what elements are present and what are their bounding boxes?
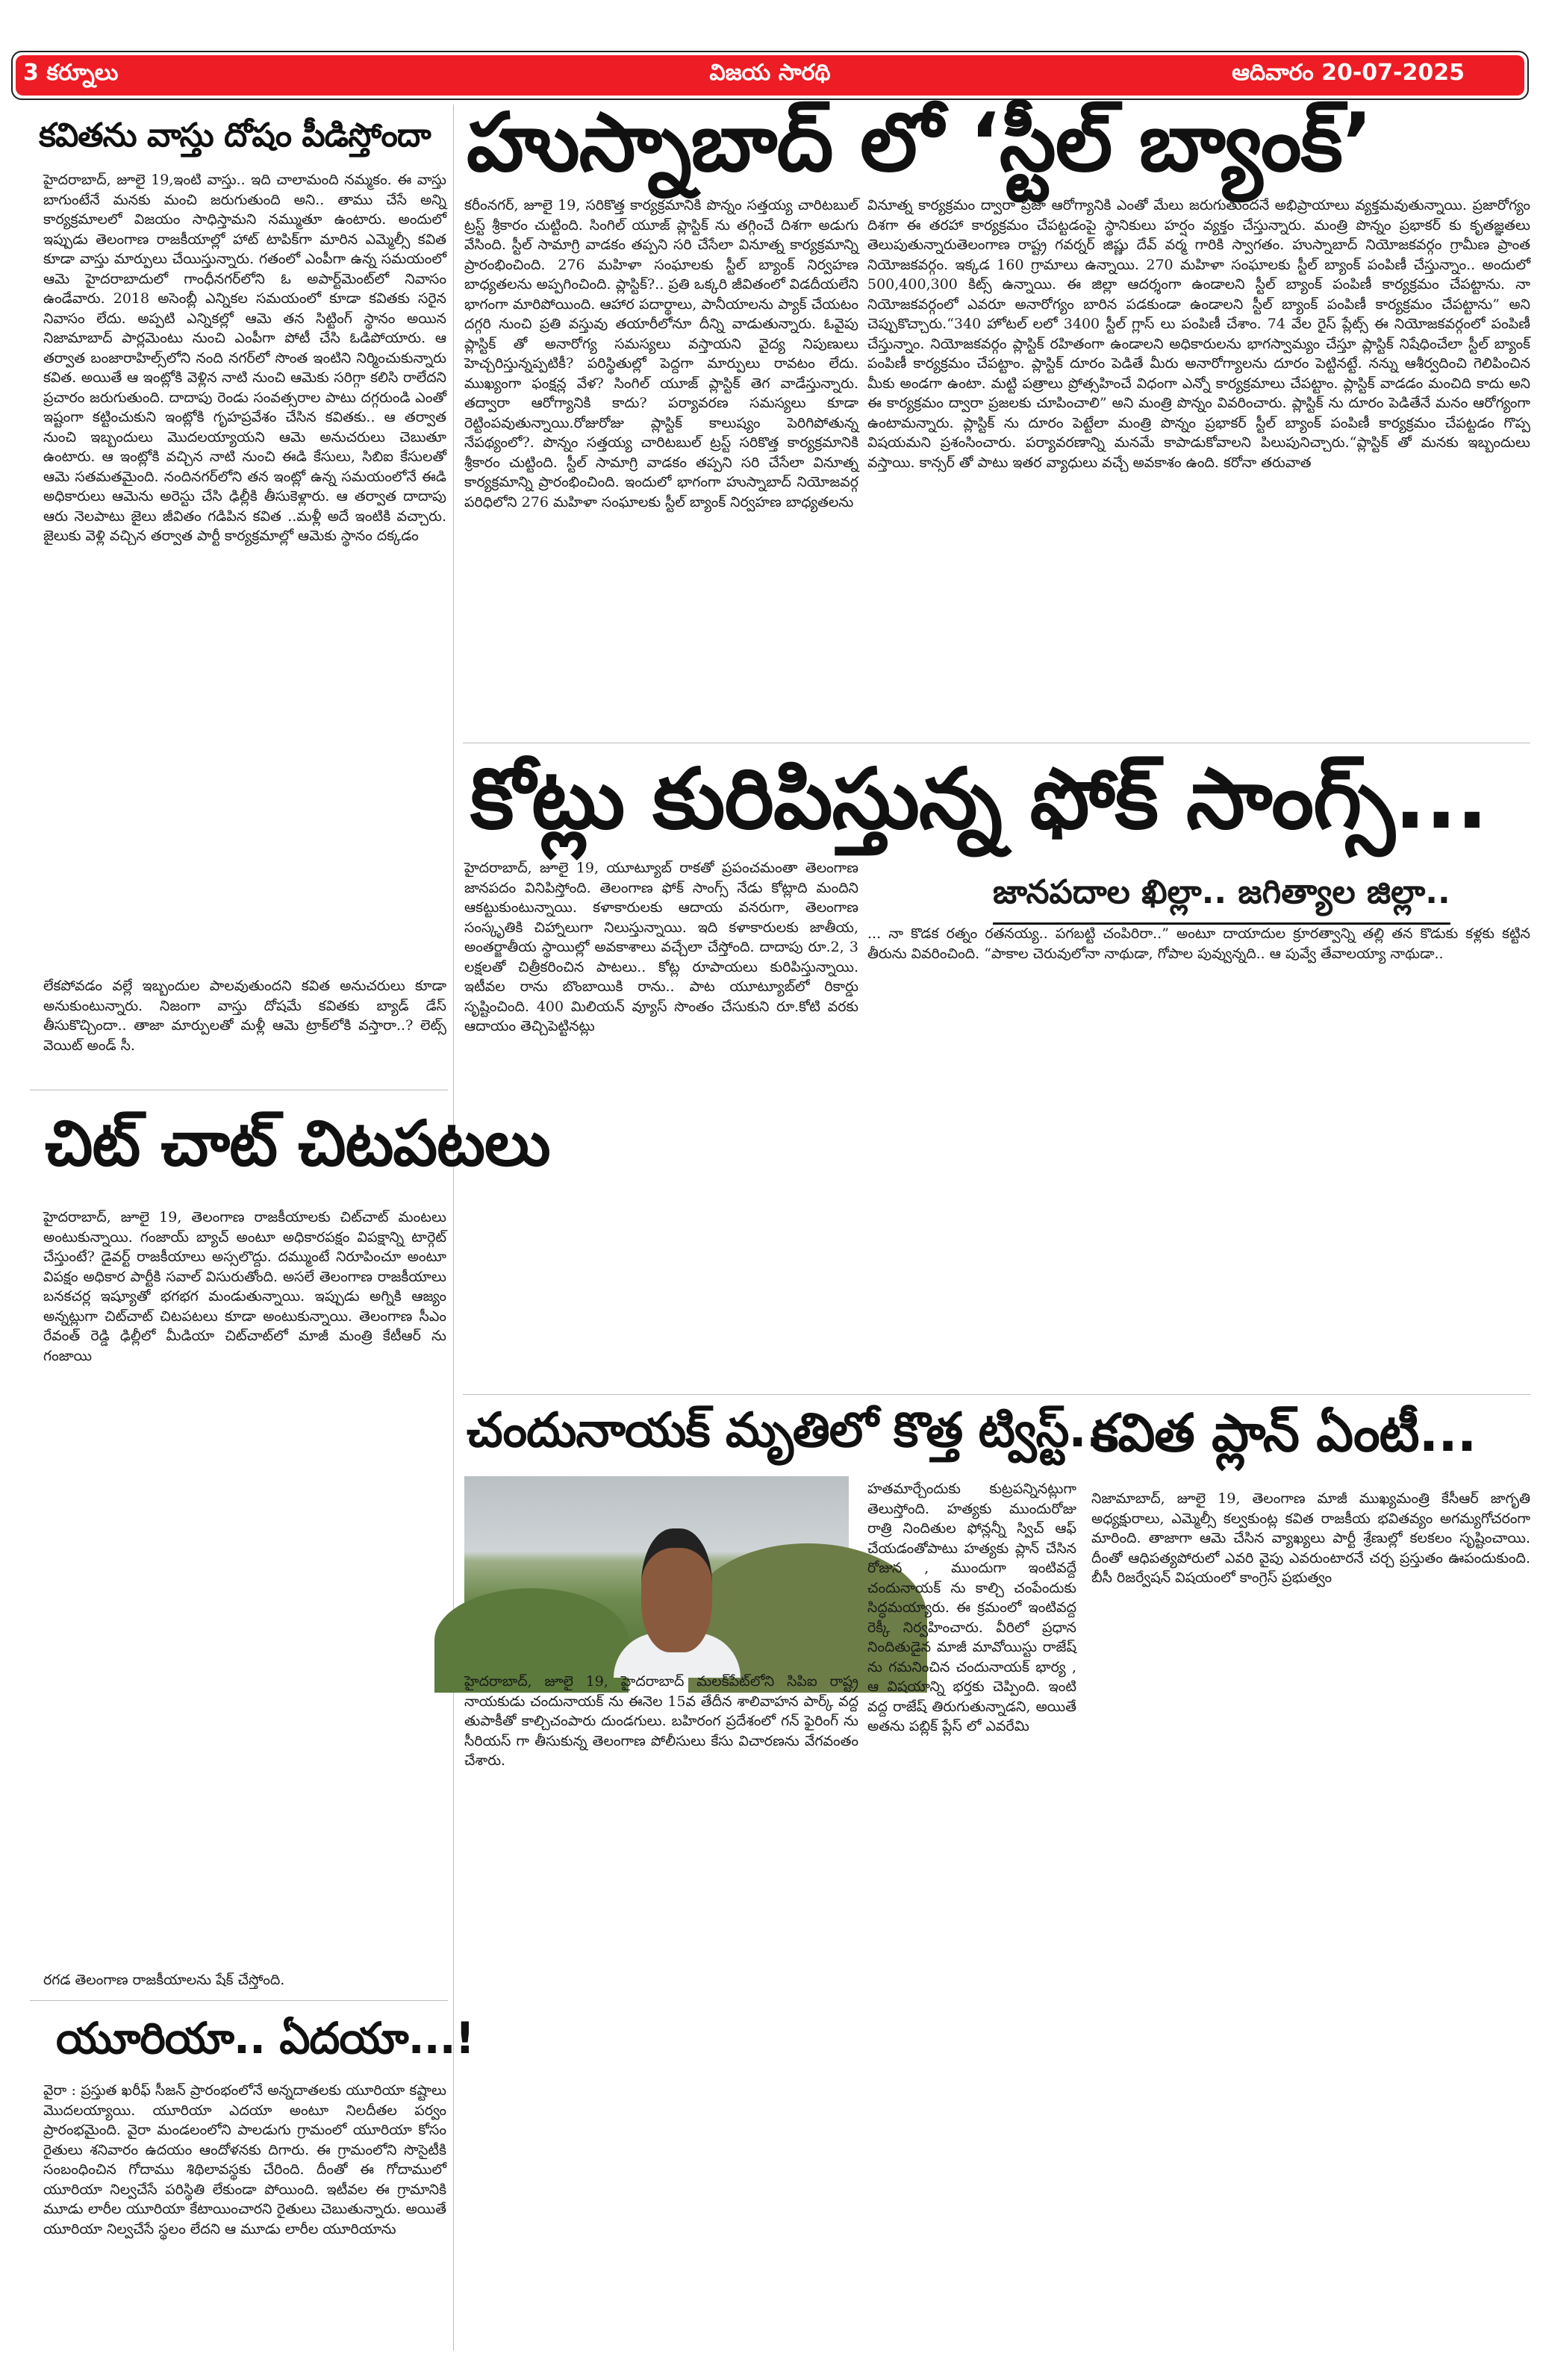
paragraph: ... నా కొడక రత్నం రతనయ్య.. పగబట్టి చంపిరిరా..” అంటూ దాయాదుల క్రూరత్వాన్ని తల్లి తన కొడుకు కళ్లకు కట్టిన తీరును వివరించింది. “పాకాల చెరువులోనా నాథుడా, గోపాల పువ్వున్నది.. ఆ పువ్వే తేవాలయ్యా నాథుడా.. bbox=[867, 925, 1530, 962]
article-body bbox=[1091, 1489, 1530, 2355]
masthead bbox=[11, 51, 1529, 100]
photo-face bbox=[641, 1528, 712, 1652]
article-body-left bbox=[464, 1672, 858, 2351]
issue-date: ఆదివారం 20-07-2025 bbox=[1232, 60, 1465, 86]
paragraph: లేకపోవడం వల్లే ఇబ్బందుల పాలవుతుందని కవిత అనుచరులు కూడా అనుకుంటున్నారు. నిజంగా వాస్తు దోషమే కవితకు బ్యాడ్ డేస్ తీసుకొచ్చిందా.. తాజా మార్పులతో మళ్లీ ఆమె ట్రాక్‌లోకి వస్తారా..? లెట్స్ వెయిట్ అండ్ సీ. bbox=[43, 978, 446, 1054]
paragraph: వైరా : ప్రస్తుత ఖరీఫ్ సీజన్ ప్రారంభంలోనే అన్నదాతలకు యూరియా కష్టాలు మొదలయ్యాయి. యూరియా ఎదయా అంటూ నిలదీతల పర్వం ప్రారంభమైంది. వైరా మండలంలోని పాలడుగు గ్రామంలో యూరియా కోసం రైతులు శనివారం ఉదయం ఆందోళనకు దిగారు. ఈ గ్రామంలోని సొసైటీకి సంబంధించిన గోదాము శిథిలావస్థకు చేరింది. దీంతో ఈ గోదాములో యూరియా నిల్వచేసే పరిస్థితి లేకుండా పోయింది. ఇటీవల ఈ గ్రామానికి మూడు లారీల యూరియా కేటాయించారని రైతులు చెబుతున్నారు. అయితే యూరియా నిల్వచేసే స్థలం లేదని ఆ మూడు లారీల యూరియాను bbox=[43, 2082, 446, 2237]
paragraph: హతమార్చేందుకు కుట్రపన్నినట్లుగా తెలుస్తోంది. హత్యకు ముందురోజు రాత్రి నిందితుల ఫోన్లన్నీ స్విచ్ ఆఫ్ చేయడంతోపాటు హత్యకు ప్లాన్ చేసిన రోజున , ముందుగా ఇంటివద్దే చందునాయక్ ను కాల్చి చంపేందుకు సిద్ధమయ్యారు. ఈ క్రమంలో ఇంటివద్ద రెక్కీ నిర్వహించారు. వీరిలో ప్రధాన నిందితుడైన మాజీ మావోయిస్టు రాజేష్ ను గమనించిన చందునాయక్ భార్య , ఆ విషయాన్ని భర్తకు చెప్పింది. ఇంటి వద్ద రాజేష్ తిరుగుతున్నాడని, అయితే అతను పబ్లిక్ ప్లేస్ లో ఎవరేమి bbox=[867, 1481, 1076, 1734]
paragraph: హైదరాబాద్, జూలై 19, యూట్యూబ్ రాకతో ప్రపంచమంతా తెలంగాణ జానపదం వినిపిస్తోంది. తెలంగాణ ఫోక్ సాంగ్స్ నేడు కోట్లాది మందిని ఆకట్టుకుంటున్నాయి. కళాకారులకు ఆదాయ వనరుగా, తెలంగాణ సంస్కృతికి చిహ్నాలుగా నిలుస్తున్నాయి. ఇది కళాకారులకు జాతీయ, అంతర్జాతీయ స్థాయిల్లో అవకాశాలు వచ్చేలా చేస్తోంది. దాదాపు రూ.2, 3 లక్షలతో చిత్రీకరించిన పాటలు.. కోట్ల రూపాయలు కురిపిస్తున్నాయి. ఇటీవల రాను బొంబాయికి రాను.. పాట యూట్యూబ్‌లో రికార్డు సృష్టించింది. 400 మిలియన్ వ్యూస్ సొంతం చేసుకుని రూ.కోటి వరకు ఆదాయం తెచ్చిపెట్టినట్లు bbox=[464, 860, 858, 1034]
article-body-right bbox=[867, 1479, 1076, 2352]
article-body-right bbox=[867, 196, 1530, 733]
article-body-end bbox=[43, 1970, 446, 1993]
section-divider bbox=[30, 2000, 448, 2001]
article-body bbox=[43, 170, 446, 1051]
paragraph: వినూత్న కార్యక్రమం ద్వారా ప్రజా ఆరోగ్యానికి ఎంతో మేలు జరుగుతుందనే అభిప్రాయాలు వ్యక్తమవుతున్నాయి. ప్రజారోగ్యం దిశగా ఈ తరహా కార్యక్రమం చేపట్టడంపై స్థానికులు హర్షం వ్యక్తం చేస్తున్నారు. మంత్రి పొన్నం ప్రభాకర్ కు కృతజ్ఞతలు తెలుపుతున్నారుతెలంగాణ రాష్ట్ర గవర్నర్ జిష్ణు దేవ్ వర్మ గారికి స్వాగతం. హుస్నాబాద్ నియోజకవర్గం గ్రామీణ ప్రాంత నియోజకవర్గం. ఇక్కడ 160 గ్రామాలు ఉన్నాయి. 270 మహిళా సంఘాలకు స్టీల్ బ్యాంక్ పంపిణీ చేస్తున్నాం.. అందులో 500,400,300 కిట్స్ ఉన్నాయి. ఈ జిల్లా ఆదర్శంగా ఉండాలని స్టీల్ బ్యాంక్ పంపిణీ కార్యక్రమం చేపట్టాను. నా నియోజకవర్గంలో ఎవరూ అనారోగ్యం బారిన పడకుండా ఉండాలని స్టీల్ బ్యాంక్ పంపిణీ కార్యక్రమం చేపట్టాను” అని చెప్పుకొచ్చారు.“340 హోటల్ లలో 3400 స్టీల్ గ్లాస్ లు పంపిణీ చేశాం. 74 వేల రైస్ ప్లేట్స్ ఈ నియోజకవర్గంలో పంపిణీ చేస్తున్నాం. నియోజకవర్గం ప్లాస్టిక్ రహితంగా ఉండాలని అధికారులను భాగస్వామ్యం చేస్తూ ప్లాస్టిక్ నిషేధించేలా స్టీల్ బ్యాంక్ పంపిణీ కార్యక్రమం చేపట్టాం. ప్లాస్టిక్ దూరం పెడితే మీరు అనారోగ్యాలను దూరం పెట్టినట్టే. నన్ను ఆశీర్వదించి గెలిపించిన మీకు అండగా ఉంటా. మట్టి పత్రాలు ప్రోత్సహించే విధంగా ఎన్నో కార్యక్రమాలు చేపట్టాం. ప్లాస్టిక్ వాడడం మంచిది కాదు అని ఈ కార్యక్రమం ద్వారా ప్రజలకు చూపించాలి” అని మంత్రి పొన్నం వివరించారు. ప్లాస్టిక్ ను దూరం పెడితేనే మనం ఆరోగ్యంగా ఉంటామన్నారు. ప్లాస్టిక్ ను దూరం పెట్టేలా మంత్రి పొన్నం ప్రభాకర్ స్టీల్ బ్యాంక్ పంపిణీ కార్యక్రమం చేపట్టడం గొప్ప విషయమని ప్రశంసించారు. పర్యావరణాన్ని మనమే కాపాడుకోవాలని పిలుపునిచ్చారు.“ప్లాస్టిక్ తో మనకు ఇబ్బందులు వస్తాయి. కాన్సర్ తో పాటు ఇతర వ్యాధులు వచ్చే అవకాశం ఉంది. కరోనా తరువాత bbox=[867, 197, 1530, 471]
paragraph: హైదరాబాద్, జూలై 19, తెలంగాణ రాజకీయాలకు చిట్‌చాట్ మంటలు అంటుకున్నాయి. గంజాయ్ బ్యాచ్ అంటూ అధికారపక్షం విపక్షాన్ని టార్గెట్ చేస్తుంటే? డైవర్ట్ రాజకీయాలు అస్సలొద్దు. దమ్ముంటే నిరూపించూ అంటూ విపక్షం అధికార పార్టీకి సవాల్ విసురుతోంది. అసలే తెలంగాణ రాజకీయాలు బనకచర్ల ఇష్యూతో భగభగ మండుతున్నాయి. ఇప్పుడు అగ్నికి ఆజ్యం అన్నట్లుగా చిట్‌చాట్ చిటపటలు కూడా అంటుకున్నాయి. తెలంగాణ సీఎం రేవంత్ రెడ్డి ఢిల్లీలో మీడియా చిట్‌చాట్‌లో మాజీ మంత్రి కేటీఆర్ ను గంజాయి bbox=[43, 1209, 446, 1364]
paragraph: హైదరాబాద్, జూలై 19, హైదరాబాద్ మలక్‌పేట్‌లోని సిపిఐ రాష్ట్ర నాయకుడు చందునాయక్ ను ఈనెల 15వ తేదీన శాలివాహన పార్క్ వద్ద తుపాకీతో కాల్చిచంపారు దుండగులు. బహిరంగ ప్రదేశంలో గన్ ఫైరింగ్ ను సీరియస్ గా తీసుకున్న తెలంగాణ పోలీసులు కేసు విచారణను వేగవంతం చేశారు. bbox=[464, 1673, 858, 1769]
paragraph: నిజామాబాద్, జూలై 19, తెలంగాణ మాజీ ముఖ్యమంత్రి కేసీఆర్ జాగృతి అధ్యక్షురాలు, ఎమ్మెల్సీ కల్వకుంట్ల కవిత రాజకీయ భవితవ్యం అగమ్యగోచరంగా మారింది. తాజాగా ఆమె చేసిన వ్యాఖ్యలు పార్టీ శ్రేణుల్లో కలకలం సృష్టించాయి. దీంతో ఆధిపత్యపోరులో ఎవరి వైపు ఎవరుంటారనే చర్చ ప్రస్తుతం ఊపందుకుంది. బీసీ రిజర్వేషన్ విషయంలో కాంగ్రెస్ ప్రభుత్వం bbox=[1091, 1490, 1530, 1586]
article-headline: కవితను వాస్తు దోషం పీడిస్తోందా bbox=[39, 116, 431, 154]
section-divider bbox=[463, 1394, 1530, 1395]
article-headline: చిట్ చాట్ చిటపటలు bbox=[45, 1107, 550, 1180]
paragraph: కరీంనగర్, జూలై 19, సరికొత్త కార్యక్రమానికి పొన్నం సత్తయ్య చారిటబుల్ ట్రస్ట్ శ్రీకారం చుట్టింది. సింగిల్ యూజ్ ప్లాస్టిక్ ను తగ్గించే దిశగా అడుగు వేసింది. స్టీల్ సామాగ్రి వాడకం తప్పని సరి చేసేలా వినూత్న కార్యక్రమాన్ని ప్రారంభించింది. 276 మహిళా సంఘాలకు స్టీల్ బ్యాంక్ నిర్వహణ బాధ్యతలను అప్పగించింది. ప్లాస్టిక్?.. ప్రతి ఒక్కరి జీవితంలో విడదీయలేని భాగంగా మారిపోయింది. ఆహార పదార్థాలు, పానీయాలను ప్యాక్ చేయటం దగ్గరి నుంచి ప్రతి వస్తువు తయారీలోనూ దీన్ని వాడుతున్నారు. ఓవైపు ప్లాస్టిక్ తో అనారోగ్య సమస్యలు వస్తాయని వైద్య నిపుణులు హెచ్చరిస్తున్నప్పటికీ? పరిస్థితుల్లో పెద్దగా మార్పులు రావటం లేదు. ముఖ్యంగా ఫంక్షన్ల వేళ? సింగిల్ యూజ్ ప్లాస్టిక్ తెగ వాడేస్తున్నారు. తద్వారా ఆరోగ్యానికి కాదు? పర్యావరణ సమస్యలు కూడా రెట్టింపవుతున్నాయి.రోజురోజు ప్లాస్టిక్ కాలుష్యం పెరిగిపోతున్న నేపథ్యంలో?. పొన్నం సత్తయ్య చారిటబుల్ ట్రస్ట్ సరికొత్త కార్యక్రమానికి శ్రీకారం చుట్టింది. స్టీల్ సామాగ్రి వాడకం తప్పని సరి చేసేలా వినూత్న కార్యక్రమాన్ని ప్రారంభించింది. ఇందులో భాగంగా హుస్నాబాద్ నియోజవర్గ పరిధిలోని 276 మహిళా సంఘాలకు స్టీల్ బ్యాంక్ నిర్వహణ బాధ్యతలను bbox=[464, 197, 858, 510]
article-body bbox=[43, 2081, 446, 2357]
article-body-left bbox=[464, 196, 858, 733]
article-body-right bbox=[867, 924, 1530, 1379]
page-label: 3 కర్నూలు bbox=[23, 60, 119, 86]
lead-headline: హుస్నాబాద్ లో ‘స్టీల్ బ్యాంక్’ bbox=[467, 96, 1372, 190]
paper-name: విజయ సారథి bbox=[709, 60, 831, 86]
article-headline: యూరియా.. ఏదయా...! bbox=[56, 2013, 475, 2064]
portrait-photo bbox=[464, 1476, 849, 1664]
article-headline: కవిత ప్లాన్ ఏంటీ... bbox=[1091, 1402, 1477, 1464]
article-headline: కోట్లు కురిపిస్తున్న ఫోక్ సాంగ్స్... bbox=[470, 751, 1488, 848]
article-body-end bbox=[43, 976, 446, 1054]
article-headline: చందునాయక్ మృతిలో కొత్త ట్విస్ట్... bbox=[467, 1403, 1121, 1458]
article-subheadline: జానపదాల ఖిల్లా.. జగిత్యాల జిల్లా.. bbox=[993, 873, 1450, 925]
article-body bbox=[43, 1208, 446, 1954]
paragraph: హైదరాబాద్, జూలై 19,ఇంటి వాస్తు.. ఇది చాలామంది నమ్మకం. ఈ వాస్తు బాగుంటేనే మనకు మంచి జరుగుతుంది అని.. తాము చేసే అన్ని కార్యక్రమాలలో విజయం సాధిస్తామని నమ్ముతూ ఉంటారు. అందులో ఇప్పుడు తెలంగాణ రాజకీయాల్లో హాట్ టాపిక్‌గా మారిన ఎమ్మెల్సీ కవిత కూడా వాస్తు మార్పులు చేయిస్తున్నారు. గతంలో ఎంపీగా ఉన్న సమయంలో ఆమె హైదరాబాదులో గాంధీనగర్‌లోని ఓ అపార్ట్‌మెంట్‌లో నివాసం ఉండేవారు. 2018 అసెంబ్లీ ఎన్నికల సమయంలో కూడా కవితకు సరైన నివాసం లేదు. అప్పటి ఎన్నికల్లో ఆమె తన సిట్టింగ్ స్థానం అయిన నిజామాబాద్ పార్లమెంటు నుంచి ఎంపీగా పోటీ చేసి ఓడిపోయారు. ఆ తర్వాత బంజారాహిల్స్‌లోని నంది నగర్‌లో సొంత ఇంటిని నిర్మించుకున్నారు కవిత. అయితే ఆ ఇంట్లోకి వెళ్లిన నాటి నుంచి ఆమెకు సరిగ్గా కలిసి రాలేదని ప్రచారం జరుగుతుంది. దాదాపు రెండు సంవత్సరాల పాటు దగ్గరుండి ఎంతో ఇష్టంగా కట్టించుకుని ఇంట్లోకి గృహప్రవేశం చేసిన కవితకు.. ఆ తర్వాత నుంచి ఇబ్బందులు మొదలయ్యాయని ఆమె అనుచరులు చెబుతూ ఉంటారు. ఆ ఇంట్లోకి వచ్చిన నాటి నుంచి ఈడి కేసులు, సిబిఐ కేసులతో ఆమె సతమతమైంది. నందినగర్‌లోని తన ఇంట్లో ఉన్న సమయంలోనే ఈడి అధికారులు ఆమెను అరెస్టు చేసి ఢిల్లీకి తీసుకెళ్లారు. ఆ తర్వాత దాదాపు ఆరు నెలపాటు జైలు జీవితం గడిపిన కవిత ..మళ్లీ అదే ఇంటికి వచ్చారు. జైలుకు వెళ్లి వచ్చిన తర్వాత పార్టీ కార్యక్రమాల్లో ఆమెకు స్థానం దక్కడం bbox=[43, 172, 446, 544]
masthead-bar bbox=[16, 55, 1524, 96]
paragraph: రగడ తెలంగాణ రాజకీయాలను షేక్ చేస్తోంది. bbox=[43, 1972, 285, 1988]
